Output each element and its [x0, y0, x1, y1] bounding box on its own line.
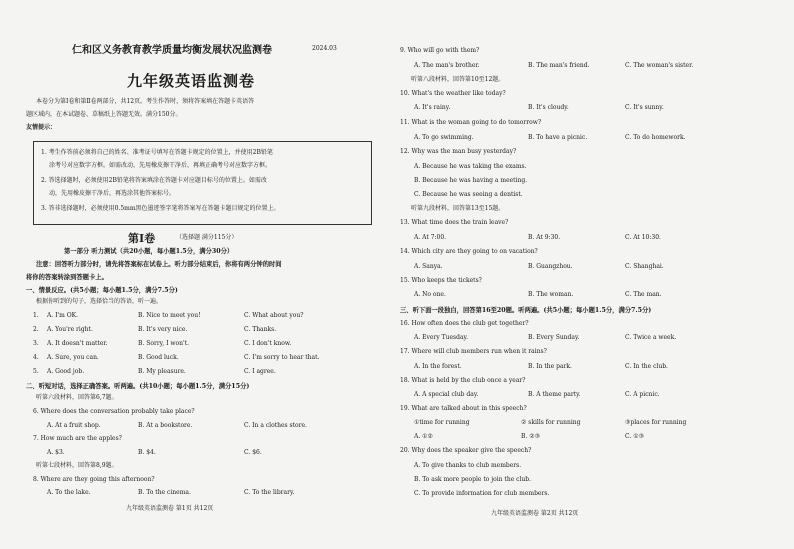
section1-title: 一、情景反应。(共5小题；每小题1.5分，满分7.5分) [26, 287, 178, 294]
q8-stem: 8. Where are they going this afternoon? [33, 476, 155, 483]
q4-option-c: C. I'm sorry to hear that. [244, 354, 320, 361]
q11-option-b: B. To have a picnic. [528, 134, 588, 141]
q12-option-b: B. Because he was having a meeting. [414, 177, 528, 184]
q17-stem: 17. Where will club members run when it rains? [400, 348, 547, 355]
q4-number: 4. [33, 354, 39, 361]
q1-option-b: B. Nice to meet you! [138, 312, 201, 319]
page-footer-left: 九年级英语监测卷 第1页 共12页 [126, 505, 214, 512]
tips-label: 友情提示： [26, 124, 57, 131]
part1-title: 第一部分 听力测试（共20小题，每小题1.5分，满分30分） [64, 248, 234, 255]
q18-stem: 18. What is held by the club once a year? [400, 377, 526, 384]
q17-option-c: C. In the club. [625, 363, 668, 370]
q10-option-c: C. It's sunny. [625, 104, 664, 111]
q3-option-c: C. I don't know. [244, 340, 292, 347]
header-title: 仁和区义务教育教学质量均衡发展状况监测卷 [72, 45, 272, 56]
notice-line: 动，先用橡皮擦干净后，再选涂其他答案标号。 [49, 190, 176, 197]
q2-option-b: B. It's very nice. [138, 326, 188, 333]
section2-title: 二、听短对话，选择正确答案。听两遍。(共10小题；每小题1.5分，满分15分) [26, 383, 250, 390]
q7-option-a: A. $3. [47, 449, 65, 456]
q18-option-b: B. A theme party. [528, 391, 581, 398]
q5-option-c: C. I agree. [244, 368, 276, 375]
q6-option-a: A. At a fruit shop. [47, 422, 101, 429]
q15-option-b: B. The woman. [528, 291, 574, 298]
part1-note-1: 注意：回答听力部分时，请先将答案标在试卷上。听力部分结束后，你将有两分钟的时间 [36, 261, 282, 268]
q19-stem: 19. What are talked about in this speech? [400, 405, 527, 412]
q11-option-a: A. To go swimming. [414, 134, 474, 141]
exam-title: 九年级英语监测卷 [127, 72, 256, 90]
q5-option-b: B. My pleasure. [138, 368, 186, 375]
q14-option-b: B. Guangzhou. [528, 263, 573, 270]
q16-option-b: B. Every Sunday. [528, 334, 580, 341]
q19-option-a: A. ①② [414, 433, 433, 440]
section3-title: 三、听下面一段独白，回答第16至20题。听两遍。(共5小题；每小题1.5分，满分7.5分) [400, 307, 652, 314]
q18-option-a: A. A special club day. [414, 391, 479, 398]
q10-option-b: B. It's cloudy. [528, 104, 569, 111]
q19-option-c: C. ①③ [625, 433, 644, 440]
q1-number: 1. [33, 312, 39, 319]
q2-option-c: C. Thanks. [244, 326, 277, 333]
q6-stem: 6. Where does the conversation probably take place? [33, 408, 195, 415]
q10-stem: 10. What's the weather like today? [400, 90, 506, 97]
q6-option-c: C. In a clothes store. [244, 422, 307, 429]
section2-read-1: 听第六段材料，回答第6,7题。 [36, 394, 118, 401]
notice-line: 3. 答非选择题时，必须使用0.5mm黑色墨迹签字笔将答案写在答题卡题目规定的位置上。 [41, 205, 280, 212]
q10-option-a: A. It's rainy. [414, 104, 451, 111]
q3-number: 3. [33, 340, 39, 347]
q13-stem: 13. What time does the train leave? [400, 219, 509, 226]
q20-option-b: B. To ask more people to join the club. [414, 476, 532, 483]
q13-option-c: C. At 10:30. [625, 234, 661, 241]
q19-item-3: ③places for running [625, 419, 687, 426]
q2-option-a: A. You're right. [47, 326, 93, 333]
read-8: 听第八段材料，回答第10至12题。 [411, 76, 505, 83]
q15-option-a: A. No one. [414, 291, 446, 298]
q16-stem: 16. How often does the club get together? [400, 320, 529, 327]
notice-line: 2. 答选择题时，必须使用2B铅笔将答案填涂在答题卡对应题目标号的位置上。如需改 [41, 177, 267, 184]
q3-option-a: A. It doesn't matter. [47, 340, 108, 347]
q8-option-a: A. To the lake. [47, 489, 91, 496]
q7-option-b: B. $4. [138, 449, 156, 456]
q12-option-c: C. Because he was seeing a dentist. [414, 191, 523, 198]
q16-option-c: C. Twice a week. [625, 334, 677, 341]
q6-option-b: B. At a bookstore. [138, 422, 193, 429]
q13-option-b: B. At 9:30. [528, 234, 561, 241]
q8-option-b: B. To the cinema. [138, 489, 191, 496]
notice-line: 涂考号对应数字方框。如需改动，先用橡皮擦干净后，再填正确考号对应数字方框。 [49, 162, 272, 169]
intro-line-1: 本卷分为第Ⅰ卷和第Ⅱ卷两部分，共12页。考生作答时，须将答案填在答题卡英语答 [36, 98, 255, 105]
q14-option-a: A. Sanya. [414, 263, 443, 270]
q2-number: 2. [33, 326, 39, 333]
notice-box [33, 141, 372, 225]
q20-stem: 20. Why does the speaker give the speech? [400, 447, 532, 454]
q14-option-c: C. Shanghai. [625, 263, 664, 270]
page-right [397, 0, 794, 549]
q9-option-a: A. The man's brother. [414, 62, 480, 69]
q12-stem: 12. Why was the man busy yesterday? [400, 148, 517, 155]
q17-option-b: B. In the park. [528, 363, 572, 370]
q4-option-b: B. Good luck. [138, 354, 179, 361]
volume-1-title: 第Ⅰ卷 [128, 232, 156, 245]
q9-option-b: B. The man's friend. [528, 62, 590, 69]
q19-option-b: B. ②③ [521, 433, 540, 440]
q5-option-a: A. Good job. [47, 368, 85, 375]
q5-number: 5. [33, 368, 39, 375]
q17-option-a: A. In the forest. [414, 363, 462, 370]
part1-note-2: 将你的答案转涂到答题卡上。 [26, 274, 108, 281]
q8-option-c: C. To the library. [244, 489, 295, 496]
q1-option-a: A. I'm OK. [47, 312, 79, 319]
q19-item-1: ①time for running [414, 419, 470, 426]
read-9: 听第九段材料，回答第13至15题。 [411, 205, 505, 212]
q3-option-b: B. Sorry, I won't. [138, 340, 189, 347]
q9-option-c: C. The woman's sister. [625, 62, 694, 69]
intro-line-2: 题区域内，在本试题卷、草稿纸上答题无效。满分150分。 [26, 111, 182, 118]
q14-stem: 14. Which city are they going to on vacation? [400, 248, 538, 255]
q4-option-a: A. Sure, you can. [47, 354, 99, 361]
section1-instruction: 根据你听到的句子，选择恰当的答语，听一遍。 [36, 298, 163, 305]
q12-option-a: A. Because he was taking the exams. [414, 163, 527, 170]
q18-option-c: C. A picnic. [625, 391, 660, 398]
header-date: 2024.03 [312, 45, 337, 52]
q13-option-a: A. At 7:00. [414, 234, 447, 241]
volume-1-subtitle: （选择题 满分115分） [176, 234, 238, 241]
q16-option-a: A. Every Tuesday. [414, 334, 469, 341]
q11-option-c: C. To do homework. [625, 134, 686, 141]
section2-read-2: 听第七段材料，回答第8,9题。 [36, 462, 118, 469]
q11-stem: 11. What is the woman going to do tomorrow? [400, 119, 542, 126]
q20-option-a: A. To give thanks to club members. [414, 462, 522, 469]
page-footer-right: 九年级英语监测卷 第2页 共12页 [491, 510, 579, 517]
q15-option-c: C. The man. [625, 291, 662, 298]
q9-stem: 9. Who will go with them? [400, 47, 480, 54]
q19-item-2: ② skills for running [521, 419, 581, 426]
q20-option-c: C. To provide information for club members. [414, 490, 550, 497]
notice-line: 1. 考生作答前必须将自己的姓名、准考证号填写在答题卡规定的位置上，并使用2B铅笔 [41, 149, 273, 156]
q7-option-c: C. $6. [244, 449, 262, 456]
q1-option-c: C. What about you? [244, 312, 304, 319]
q15-stem: 15. Who keeps the tickets? [400, 277, 482, 284]
q7-stem: 7. How much are the apples? [33, 435, 122, 442]
